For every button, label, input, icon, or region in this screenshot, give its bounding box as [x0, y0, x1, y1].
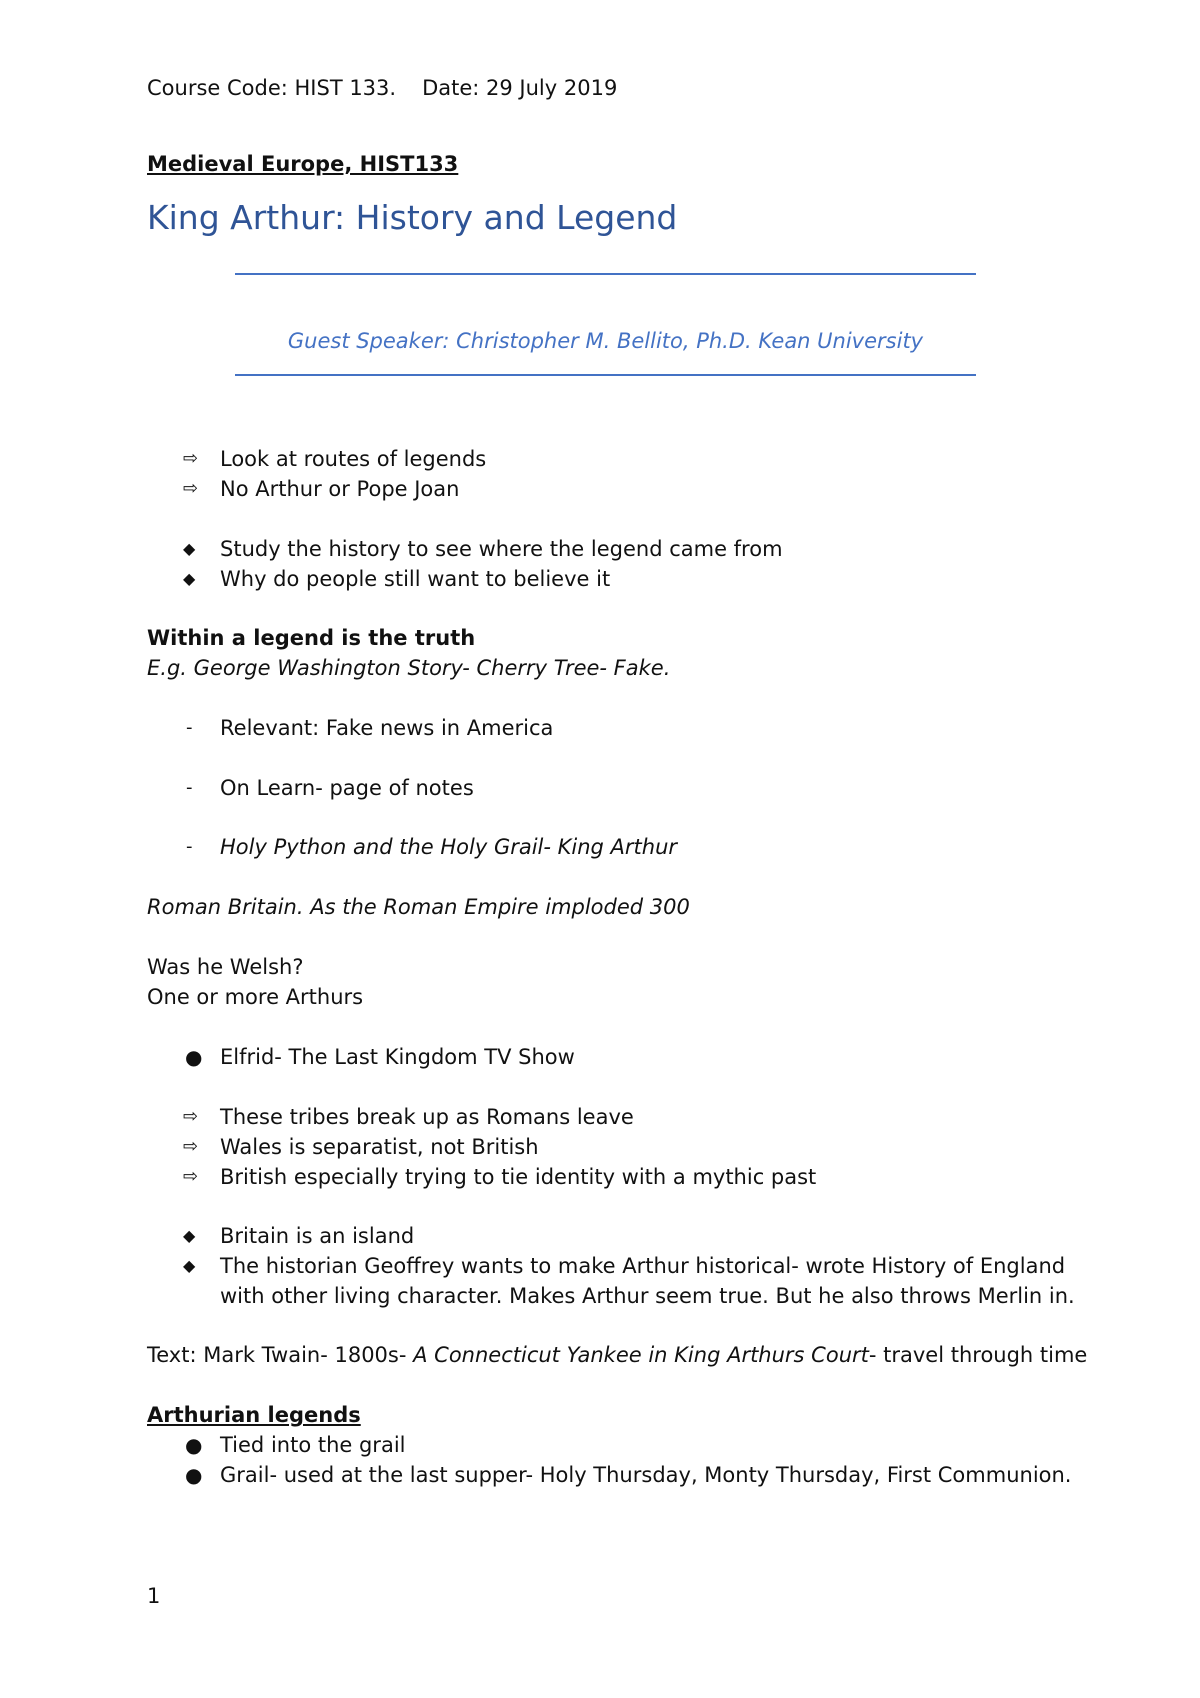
course-code: Course Code: HIST 133. — [147, 76, 397, 100]
lecture-date: Date: 29 July 2019 — [422, 76, 618, 100]
arthurian-heading: Arthurian legends — [147, 1403, 361, 1427]
text-reference-prefix: Text: Mark Twain- 1800s- — [147, 1343, 414, 1367]
list-item-text: Why do people still want to believe it — [220, 567, 611, 591]
list-item-text: Grail- used at the last supper- Holy Thursday, Monty Thursday, First Communion. — [220, 1463, 1072, 1487]
dash-bullet-icon: - — [186, 717, 193, 738]
list-item-text: Tied into the grail — [220, 1433, 406, 1457]
header-line — [147, 74, 617, 102]
truth-example: E.g. George Washington Story- Cherry Tree- Fake. — [147, 656, 671, 680]
page-title: King Arthur: History and Legend — [147, 198, 678, 237]
guest-speaker-subtitle: Guest Speaker: Christopher M. Bellito, Ph.D. Kean University — [287, 329, 924, 353]
list-item-text: Elfrid- The Last Kingdom TV Show — [220, 1045, 575, 1069]
page-number: 1 — [147, 1584, 161, 1608]
text-reference — [147, 1341, 1087, 1369]
list-item-text: British especially trying to tie identity with a mythic past — [220, 1165, 817, 1189]
arthurs-note: One or more Arthurs — [147, 985, 364, 1009]
arrow-icon: ⇨ — [183, 1106, 199, 1127]
arrow-icon: ⇨ — [183, 478, 199, 499]
list-item-text: Look at routes of legends — [220, 447, 487, 471]
diamond-bullet-icon: ◆ — [183, 539, 196, 558]
title-rule-top — [235, 273, 976, 275]
welsh-question: Was he Welsh? — [147, 955, 304, 979]
bullet-icon: ● — [185, 1045, 203, 1069]
arrow-icon: ⇨ — [183, 1166, 199, 1187]
diamond-bullet-icon: ◆ — [183, 569, 196, 588]
list-item-text: with other living character. Makes Arthur seem true. But he also throws Merlin in. — [220, 1284, 1075, 1308]
list-item-text: On Learn- page of notes — [220, 776, 474, 800]
arrow-icon: ⇨ — [183, 1136, 199, 1157]
list-item-text: These tribes break up as Romans leave — [220, 1105, 634, 1129]
text-reference-suffix: - travel through time — [868, 1343, 1088, 1367]
dash-bullet-icon: - — [186, 777, 193, 798]
bullet-icon: ● — [185, 1433, 203, 1457]
course-title: Medieval Europe, HIST133 — [147, 152, 459, 176]
title-rule-bottom — [235, 374, 976, 376]
roman-britain-note: Roman Britain. As the Roman Empire imploded 300 — [147, 895, 690, 919]
arrow-icon: ⇨ — [183, 448, 199, 469]
list-item-text: Holy Python and the Holy Grail- King Arthur — [220, 835, 678, 859]
list-item-text: The historian Geoffrey wants to make Arthur historical- wrote History of England — [220, 1254, 1066, 1278]
diamond-bullet-icon: ◆ — [183, 1256, 196, 1275]
diamond-bullet-icon: ◆ — [183, 1226, 196, 1245]
dash-bullet-icon: - — [186, 836, 193, 857]
list-item-text: No Arthur or Pope Joan — [220, 477, 460, 501]
list-item-text: Study the history to see where the legend came from — [220, 537, 783, 561]
truth-heading: Within a legend is the truth — [147, 626, 476, 650]
list-item-text: Relevant: Fake news in America — [220, 716, 554, 740]
list-item-text: Britain is an island — [220, 1224, 415, 1248]
list-item-text: Wales is separatist, not British — [220, 1135, 539, 1159]
bullet-icon: ● — [185, 1463, 203, 1487]
book-title: A Connecticut Yankee in King Arthurs Court — [413, 1343, 869, 1367]
